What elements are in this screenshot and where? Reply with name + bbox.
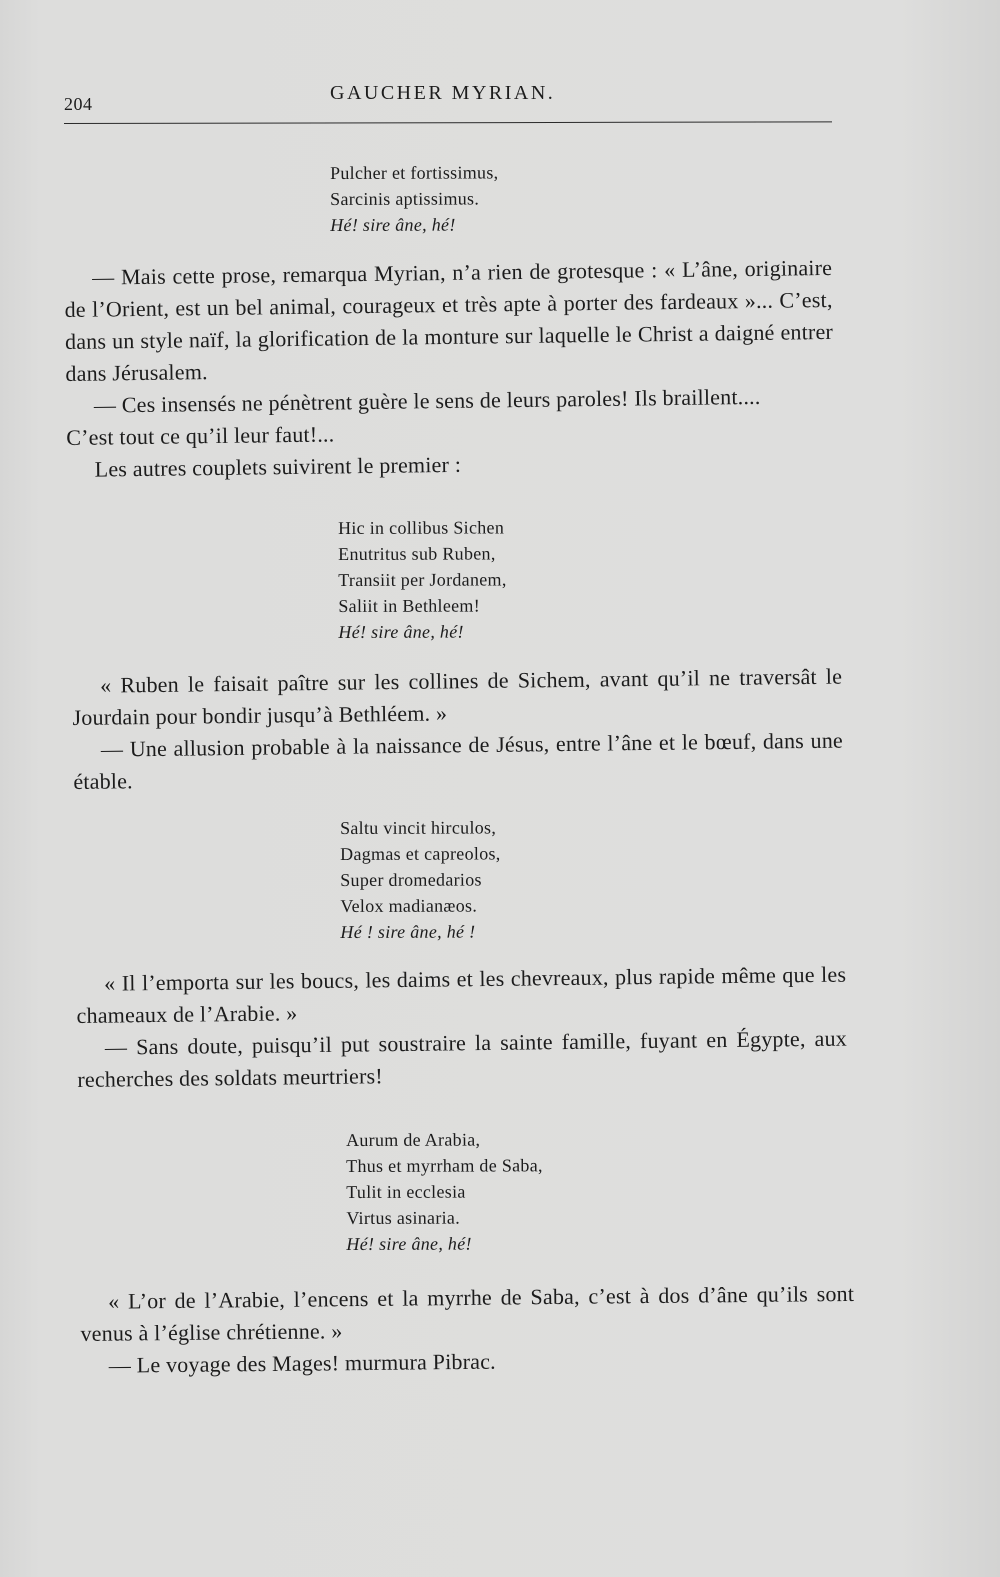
paragraph: C’est tout ce qu’il leur faut!... <box>66 421 335 450</box>
verse-line: Velox madianæos. <box>340 895 478 916</box>
running-title: GAUCHER MYRIAN. <box>330 82 556 104</box>
paragraph: — Mais cette prose, remarqua Myrian, n’a rien de grotesque : « L’âne, originaire de l’Orient, est un bel animal, courageux et très apte à porter des fardeaux »... C’est, dans un style naïf, la glorification de la monture sur laquelle le Christ a daigné entrer dans Jérusalem. <box>64 254 834 386</box>
verse-stanza-3 <box>340 814 501 945</box>
verse-line: Hic in collibus Sichen <box>338 517 505 538</box>
verse-refrain: Hé! sire âne, hé! <box>330 214 456 235</box>
header-rule <box>64 121 832 124</box>
verse-line: Saliit in Bethleem! <box>338 595 481 616</box>
verse-line: Virtus asinaria. <box>346 1207 461 1228</box>
verse-line: Sarcinis aptissimus. <box>330 188 480 209</box>
verse-stanza-1 <box>330 159 499 238</box>
paragraph: « Ruben le faisait paître sur les collines de Sichem, avant qu’il ne traversât le Jourdain pour bondir jusqu’à Bethléem. » <box>72 663 843 730</box>
prose-block-3 <box>76 959 848 1096</box>
verse-line: Super dromedarios <box>340 869 482 890</box>
page-number: 204 <box>64 94 93 114</box>
prose-block-1 <box>64 252 835 486</box>
prose-block-4 <box>80 1278 855 1382</box>
paragraph: — Ces insensés ne pénètrent guère le sens de leurs paroles! Ils braillent.... <box>93 383 761 418</box>
prose-block-2 <box>72 661 844 798</box>
verse-line: Saltu vincit hirculos, <box>340 817 497 838</box>
page-header <box>64 82 834 122</box>
verse-line: Thus et myrrham de Saba, <box>346 1155 543 1176</box>
verse-stanza-2 <box>338 514 507 645</box>
paragraph: — Une allusion probable à la naissance de Jésus, entre l’âne et le bœuf, dans une étable. <box>73 727 844 794</box>
paragraph: — Sans doute, puisqu’il put soustraire la sainte famille, fuyant en Égypte, aux recherches des soldats meurtriers! <box>77 1025 848 1092</box>
paragraph: — Le voyage des Mages! murmura Pibrac. <box>108 1348 496 1378</box>
verse-line: Dagmas et capreolos, <box>340 843 501 864</box>
paragraph: « L’or de l’Arabie, l’encens et la myrrhe de Saba, c’est à dos d’âne qu’ils sont venus à l’église chrétienne. » <box>80 1280 855 1346</box>
paragraph: Les autres couplets suivirent le premier : <box>94 451 462 482</box>
verse-refrain: Hé ! sire âne, hé ! <box>340 921 476 942</box>
verse-line: Enutritus sub Ruben, <box>338 543 496 564</box>
verse-refrain: Hé! sire âne, hé! <box>346 1233 472 1254</box>
verse-line: Tulit in ecclesia <box>346 1181 466 1202</box>
verse-stanza-4 <box>346 1126 543 1257</box>
verse-line: Pulcher et fortissimus, <box>330 162 499 183</box>
verse-line: Transiit per Jordanem, <box>338 569 507 590</box>
paragraph: « Il l’emporta sur les boucs, les daims et les chevreaux, plus rapide même que les chameaux de l’Arabie. » <box>76 961 847 1028</box>
verse-line: Aurum de Arabia, <box>346 1129 481 1150</box>
verse-refrain: Hé! sire âne, hé! <box>338 621 464 642</box>
